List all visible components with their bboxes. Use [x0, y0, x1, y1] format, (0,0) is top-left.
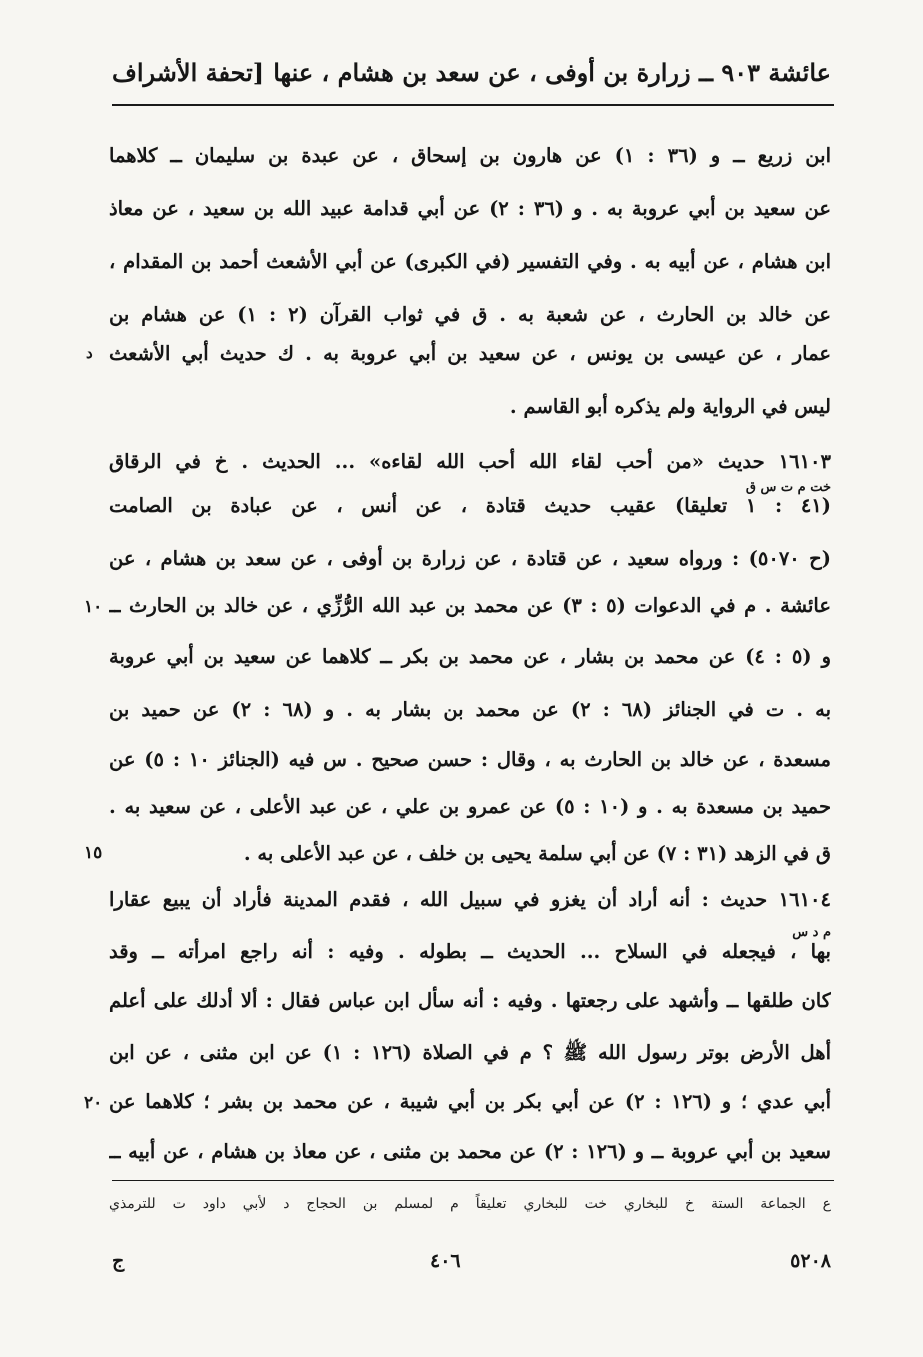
- running-header-book: [تحفة الأشراف: [112, 58, 265, 87]
- margin-symbol: د: [86, 344, 93, 362]
- abbreviation-key: ع الجماعة الستة خ للبخاري خت للبخاري تعليقاً م لمسلم بن الحجاج د لأبي داود ت للترمذي: [109, 1196, 831, 1212]
- header-rule: [112, 104, 834, 106]
- text-line: عن خالد بن الحارث ، عن شعبة به . ق في ثواب القرآن (٢ : ١) عن هشام بن: [109, 303, 831, 326]
- page-number: ٤٠٦: [430, 1250, 461, 1272]
- margin-line-number: ٢٠: [84, 1093, 103, 1113]
- signature-mark: ج: [112, 1250, 125, 1272]
- running-header-title: عائشة ٩٠٣ ــ زرارة بن أوفى ، عن سعد بن هشام ، عنها: [273, 58, 831, 87]
- text-line: عائشة . م في الدعوات (٥ : ٣) عن محمد بن عبد الله الرُّزِّي ، عن خالد بن الحارث ــ: [109, 594, 831, 617]
- text-line: بها ، فيجعله في السلاح ... الحديث ــ بطوله . وفيه : أنه راجع امرأته ــ وقد: [109, 940, 831, 963]
- text-line: سعيد بن أبي عروبة ــ و (١٢٦ : ٢) عن محمد بن مثنى ، عن معاذ بن هشام ، عن أبيه ــ: [109, 1140, 831, 1163]
- text-line: ابن هشام ، عن أبيه به . وفي التفسير (في الكبرى) عن أبي الأشعث أحمد بن المقدام ،: [109, 250, 831, 273]
- hadith-entry-16104: ١٦١٠٤ حديث : أنه أراد أن يغزو في سبيل الله ، فقدم المدينة فأراد أن يبيع عقارا: [109, 888, 831, 911]
- text-line: كان طلقها ــ وأشهد على رجعتها . وفيه : أنه سأل ابن عباس فقال : ألا أدلك على أعلم: [109, 989, 831, 1012]
- text-line: و (٥ : ٤) عن محمد بن بشار ، عن محمد بن بكر ــ كلاهما عن سعيد بن أبي عروبة: [109, 645, 831, 668]
- margin-symbol: خت م ت س ق: [745, 480, 831, 495]
- text-line: أهل الأرض بوتر رسول الله ﷺ ؟ م في الصلاة (١٢٦ : ١) عن ابن مثنى ، عن ابن: [109, 1041, 831, 1064]
- footnote-rule: [112, 1180, 834, 1181]
- hadith-entry-16103: ١٦١٠٣ حديث «من أحب لقاء الله أحب الله لقاءه» ... الحديث . خ في الرقاق: [109, 450, 831, 473]
- text-line: مسعدة ، عن خالد بن الحارث به ، وقال : حسن صحيح . س فيه (الجنائز ١٠ : ٥) عن: [109, 748, 831, 771]
- text-line: حميد بن مسعدة به . و (١٠ : ٥) عن عمرو بن علي ، عن عبد الأعلى ، عن سعيد به .: [109, 795, 831, 818]
- text-line: ليس في الرواية ولم يذكره أبو القاسم .: [509, 395, 831, 418]
- text-line: (ح ٥٠٧٠) : ورواه سعيد ، عن قتادة ، عن زرارة بن أوفى ، عن سعد بن هشام ، عن: [109, 547, 831, 570]
- text-line: أبي عدي ؛ و (١٢٦ : ٢) عن أبي بكر بن أبي شيبة ، عن محمد بن بشر ؛ كلاهما عن: [109, 1090, 831, 1113]
- margin-line-number: ١٠: [84, 597, 103, 617]
- margin-line-number: ١٥: [84, 843, 103, 863]
- text-line: ق في الزهد (٣١ : ٧) عن أبي سلمة يحيى بن خلف ، عن عبد الأعلى به .: [243, 842, 831, 865]
- text-line: عن سعيد بن أبي عروبة به . و (٣٦ : ٢) عن أبي قدامة عبيد الله بن سعيد ، عن معاذ: [109, 197, 831, 220]
- text-line: (٤١ : ١ تعليقا) عقيب حديث قتادة ، عن أنس ، عن عبادة بن الصامت: [109, 494, 831, 517]
- margin-symbol: م د س: [792, 925, 831, 940]
- text-line: عمار ، عن عيسى بن يونس ، عن سعيد بن أبي عروبة به . ك حديث أبي الأشعث: [109, 342, 831, 365]
- text-line: به . ت في الجنائز (٦٨ : ٢) عن محمد بن بشار به . و (٦٨ : ٢) عن حميد بن: [109, 698, 831, 721]
- text-line: ابن زريع ــ و (٣٦ : ١) عن هارون بن إسحاق ، عن عبدة بن سليمان ــ كلاهما: [109, 144, 831, 167]
- volume-page-number: ٥٢٠٨: [790, 1250, 831, 1272]
